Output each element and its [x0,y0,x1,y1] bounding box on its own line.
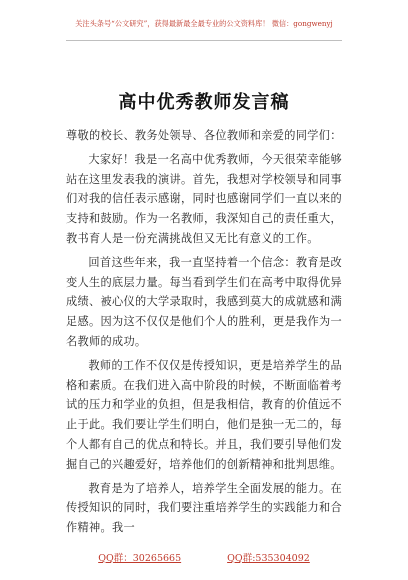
header-note: 关注头条号“公文研究”，获得最新最全最专业的公文资料库！ 微信：gongwenyj [75,19,333,28]
document-title: 高中优秀教师发言稿 [118,92,290,113]
footer-qq-group-2: QQ群:535304092 [227,553,310,564]
paragraph-1: 大家好！我是一名高中优秀教师，今天很荣幸能够站在这里发表我的演讲。首先，我想对学校领导和同事们对我的信任表示感谢，同时也感谢同学们一直以来的支持和鼓励。作为一名教师，我深知自己的责任重大，教书育人是一份充满挑战但又无比有意义的工作。 [66,152,342,245]
header-divider [66,40,342,41]
paragraph-3: 教师的工作不仅仅是传授知识，更是培养学生的品格和素质。在我们进入高中阶段的时候，不断面临着考试的压力和学业的负担，但是我相信，教育的价值远不止于此。我们要让学生们明白，他们是独一无二的，每个人都有自己的优点和特长。并且，我们要引导他们发掘自己的兴趣爱好，培养他们的创新精神和批判思维。 [66,358,342,471]
document-body [66,126,342,542]
footer-contacts [0,550,408,564]
paragraph-4: 教育是为了培养人，培养学生全面发展的能力。在传授知识的同时，我们要注重培养学生的实践能力和合作精神。我一 [66,481,342,535]
footer-qq-group-1: QQ群：30265665 [98,553,182,564]
paragraph-2: 回首这些年来，我一直坚持着一个信念：教育是改变人生的底层力量。每当看到学生们在高考中取得优异成绩、被心仪的大学录取时，我感到莫大的成就感和满足感。因为这不仅仅是他们个人的胜利，更是我作为一名教师的成功。 [66,255,342,348]
salutation: 尊敬的校长、教务处领导、各位教师和亲爱的同学们： [66,129,342,142]
